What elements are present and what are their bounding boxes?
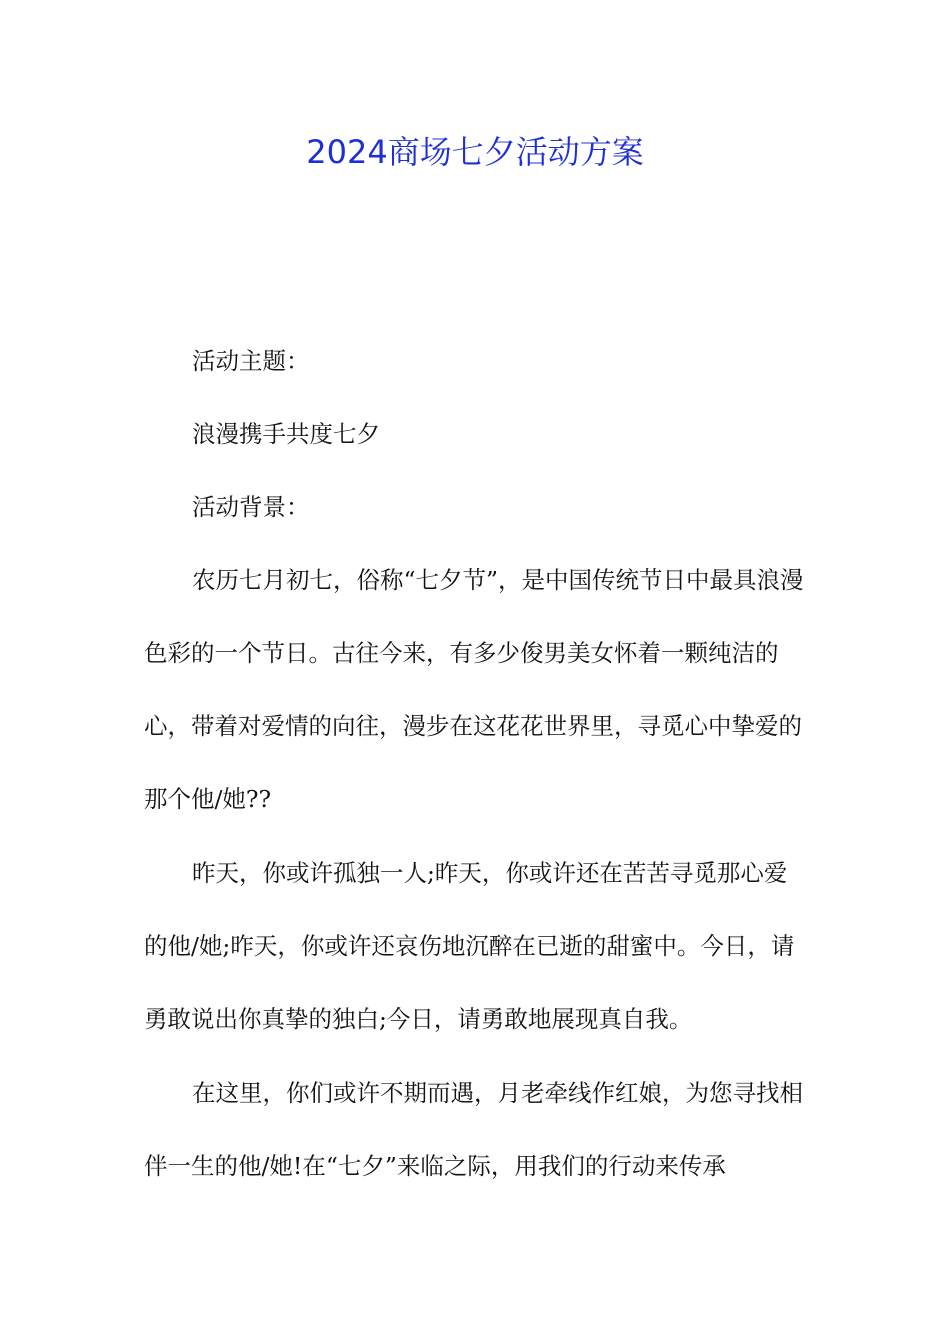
- paragraph-theme: 浪漫携手共度七夕: [192, 420, 380, 448]
- document-title: 2024商场七夕活动方案: [306, 133, 644, 171]
- paragraph-theme-label: 活动主题：: [192, 347, 310, 375]
- paragraph-background-2: 昨天，你或许孤独一人;昨天，你或许还在苦苦寻觅那心爱的他/她;昨天，你或许还哀伤地沉醉在已逝的甜蜜中。今日，请勇敢说出你真挚的独白;今日，请勇敢地展现真自我。: [144, 859, 795, 1033]
- paragraph-background-3: 在这里，你们或许不期而遇，月老牵线作红娘，为您寻找相伴一生的他/她!在“七夕”来临之际，用我们的行动来传承: [144, 1079, 803, 1180]
- paragraph-background-1: 农历七月初七，俗称“七夕节”，是中国传统节日中最具浪漫色彩的一个节日。古往今来，有多少俊男美女怀着一颗纯洁的心，带着对爱情的向往，漫步在这花花世界里，寻觅心中挚爱的那个他/她??: [144, 566, 804, 813]
- paragraph-background-label: 活动背景：: [192, 493, 310, 521]
- document-body: [144, 343, 808, 1222]
